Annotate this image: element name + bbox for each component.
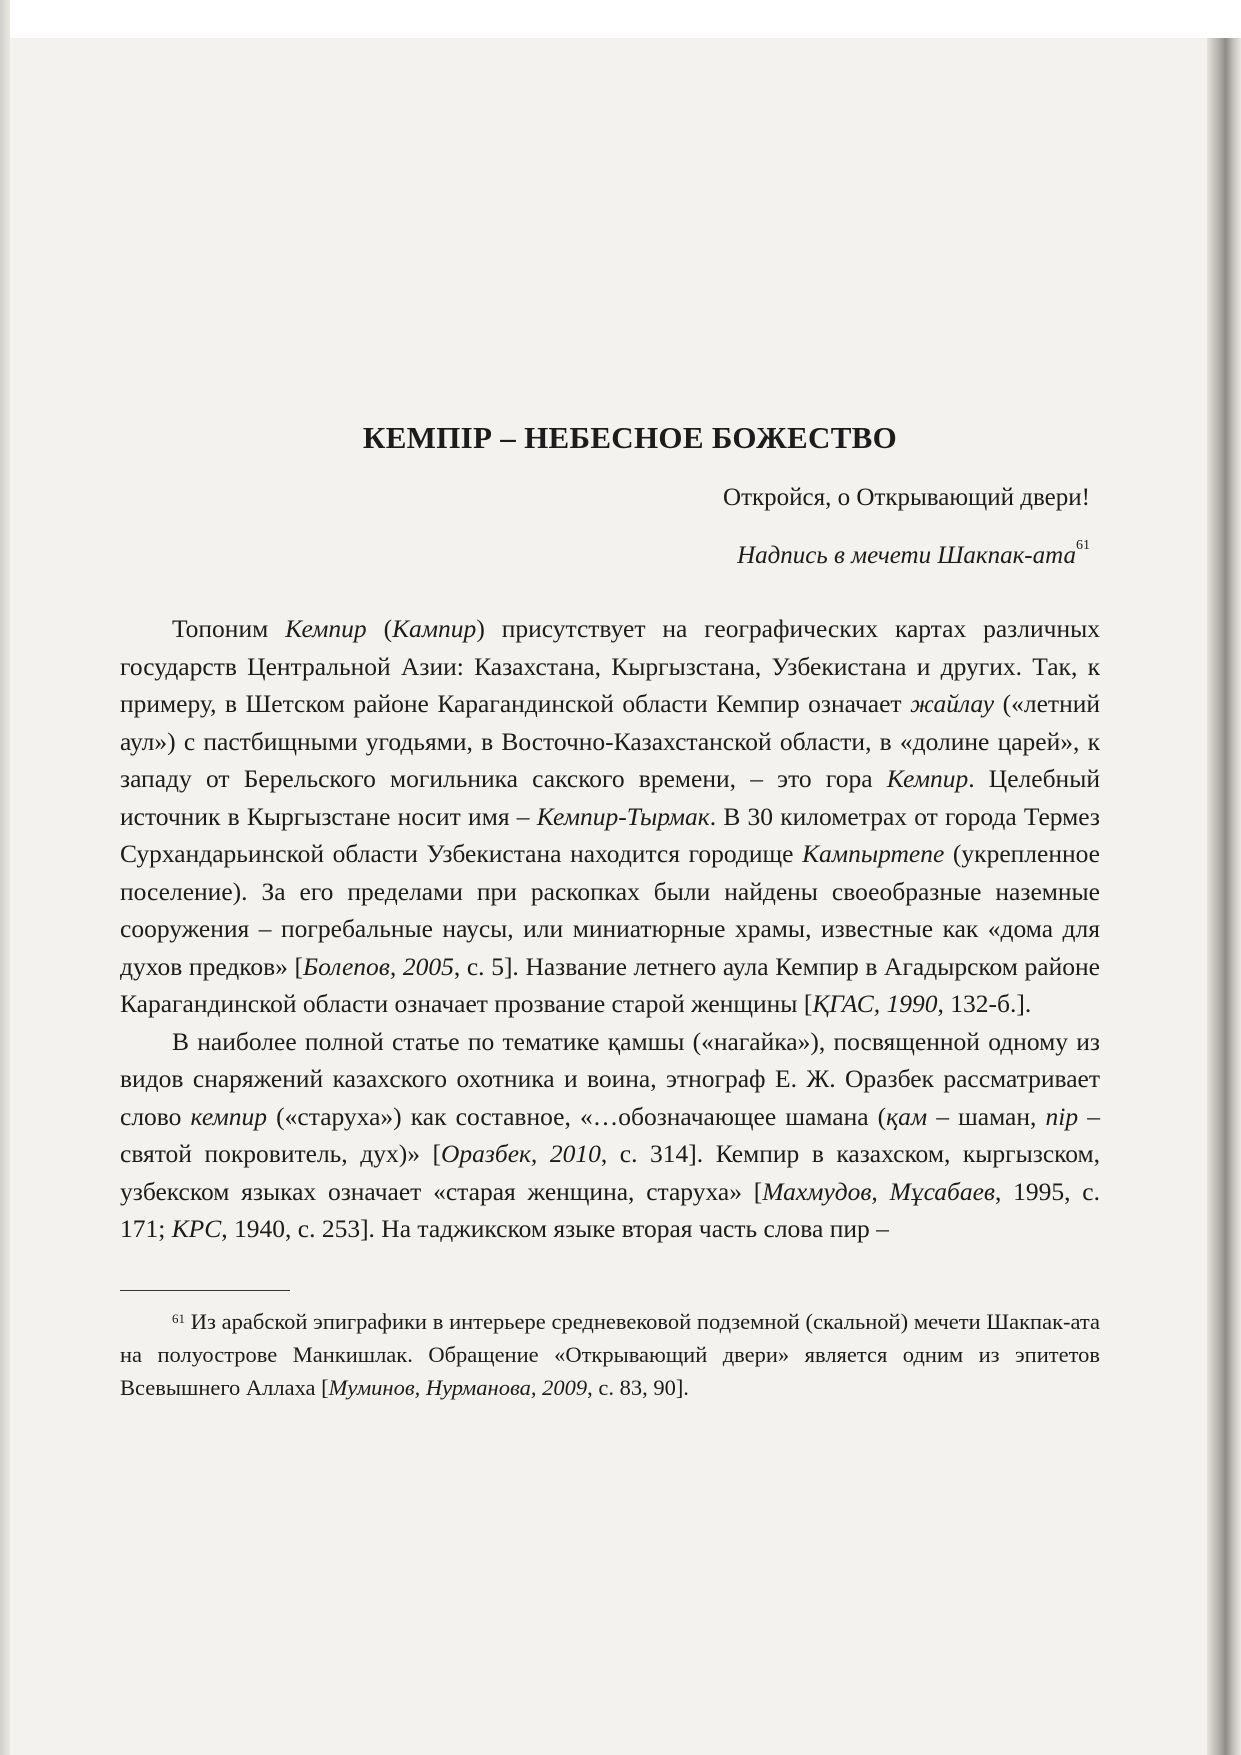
italic-text: Оразбек, 2010 [441,1139,601,1168]
italic-text: Кампыртепе [802,839,945,868]
italic-text: Кемпир-Тырмак [536,801,710,831]
italic-text: Кемпир [285,614,367,643]
paragraph: Топоним Кемпир (Кампир) присутствует на географических картах различных государств Центральной Азии: Казахстана, Кыргызстана, Узбекистана и других. Так, к примеру, в Шетском районе Карагандинской области Кемпир означает жайлау («летний аул») с пастбищными угодьями, в Восточно-Казахстанской области, в «долине царей», к западу от Берельского могильника сакского времени, – это гора Кемпир. Целебный источник в Кыргызстане носит имя – Кемпир-Тырмак. В 30 километрах от города Термез Сурхандарьинской области Узбекистана находится городище Кампыртепе (укрепленное поселение). За его пределами при раскопках были найдены своеобразные наземные сооружения – погребальные наусы, или миниатюрные храмы, известные как «дома для духов предков» [Болепов, 2005, с. 5]. Название летнего аула Кемпир в Агадырском районе Карагандинской области означает прозвание старой женщины [ҚГАС, 1990, 132-б.]. [120,614,1101,1018]
epigraph-source-text: Надпись в мечети Шакпак-ата [737,542,1076,569]
italic-text: Махмудов, Мұсабаев [762,1176,995,1206]
italic-text: Болепов, 2005 [303,951,454,981]
italic-text: Кемпир [886,764,969,793]
footnote-divider [120,1290,290,1291]
italic-text: ҚГАС, 1990 [812,989,938,1018]
paragraph: В наиболее полной статье по тематике қамшы («нагайка»), посвященной одному из видов снаряжений казахского охотника и воина, этнограф Е. Ж. Оразбек рассматривает слово кемпир («старуха») как составное, «…обозначающее шамана (қам – шаман, пір – святой покровитель, дух)» [Оразбек, 2010, с. 314]. Кемпир в казахском, кыргызском, узбекском языках означает «старая женщина, старуха» [Махмудов, Мұсабаев, 1995, с. 171; КРС, 1940, с. 253]. На таджикском языке вторая часть слова пир – [120,1026,1101,1243]
footnote-ref[interactable]: 61 [1076,538,1090,553]
italic-text: қам [886,1101,928,1131]
book-spine-shadow [1207,38,1241,1755]
italic-text: жайлау [910,689,995,718]
epigraph-source [120,538,1100,570]
italic-text: Кампир [392,614,477,643]
italic-text: кемпир [190,1101,268,1131]
footnote [120,1305,1100,1404]
book-page [120,420,1100,1404]
footnote-number: 61 [172,1310,185,1326]
epigraph: Откройся, о Открывающий двери! [723,484,1090,511]
chapter-heading: КЕМПІР – НЕБЕСНОЕ БОЖЕСТВО [362,420,898,455]
body-text [120,610,1100,1248]
footnote-text: Из арабской эпиграфики в интерьере средневековой подземной (скальной) мечети Шакпак-ата на полуострове Манкишлак. Обращение «Открывающий двери» является одним из эпитетов Всевышнего Аллаха [Муминов, Нурманова, 2009, с. 83, 90]. [120,1308,1100,1400]
scan-left-edge [0,0,10,1755]
scan-top-margin [0,0,1241,38]
italic-text: Муминов, Нурманова, 2009 [328,1374,588,1400]
italic-text: пір [1045,1101,1079,1131]
italic-text: КРС [171,1214,222,1243]
